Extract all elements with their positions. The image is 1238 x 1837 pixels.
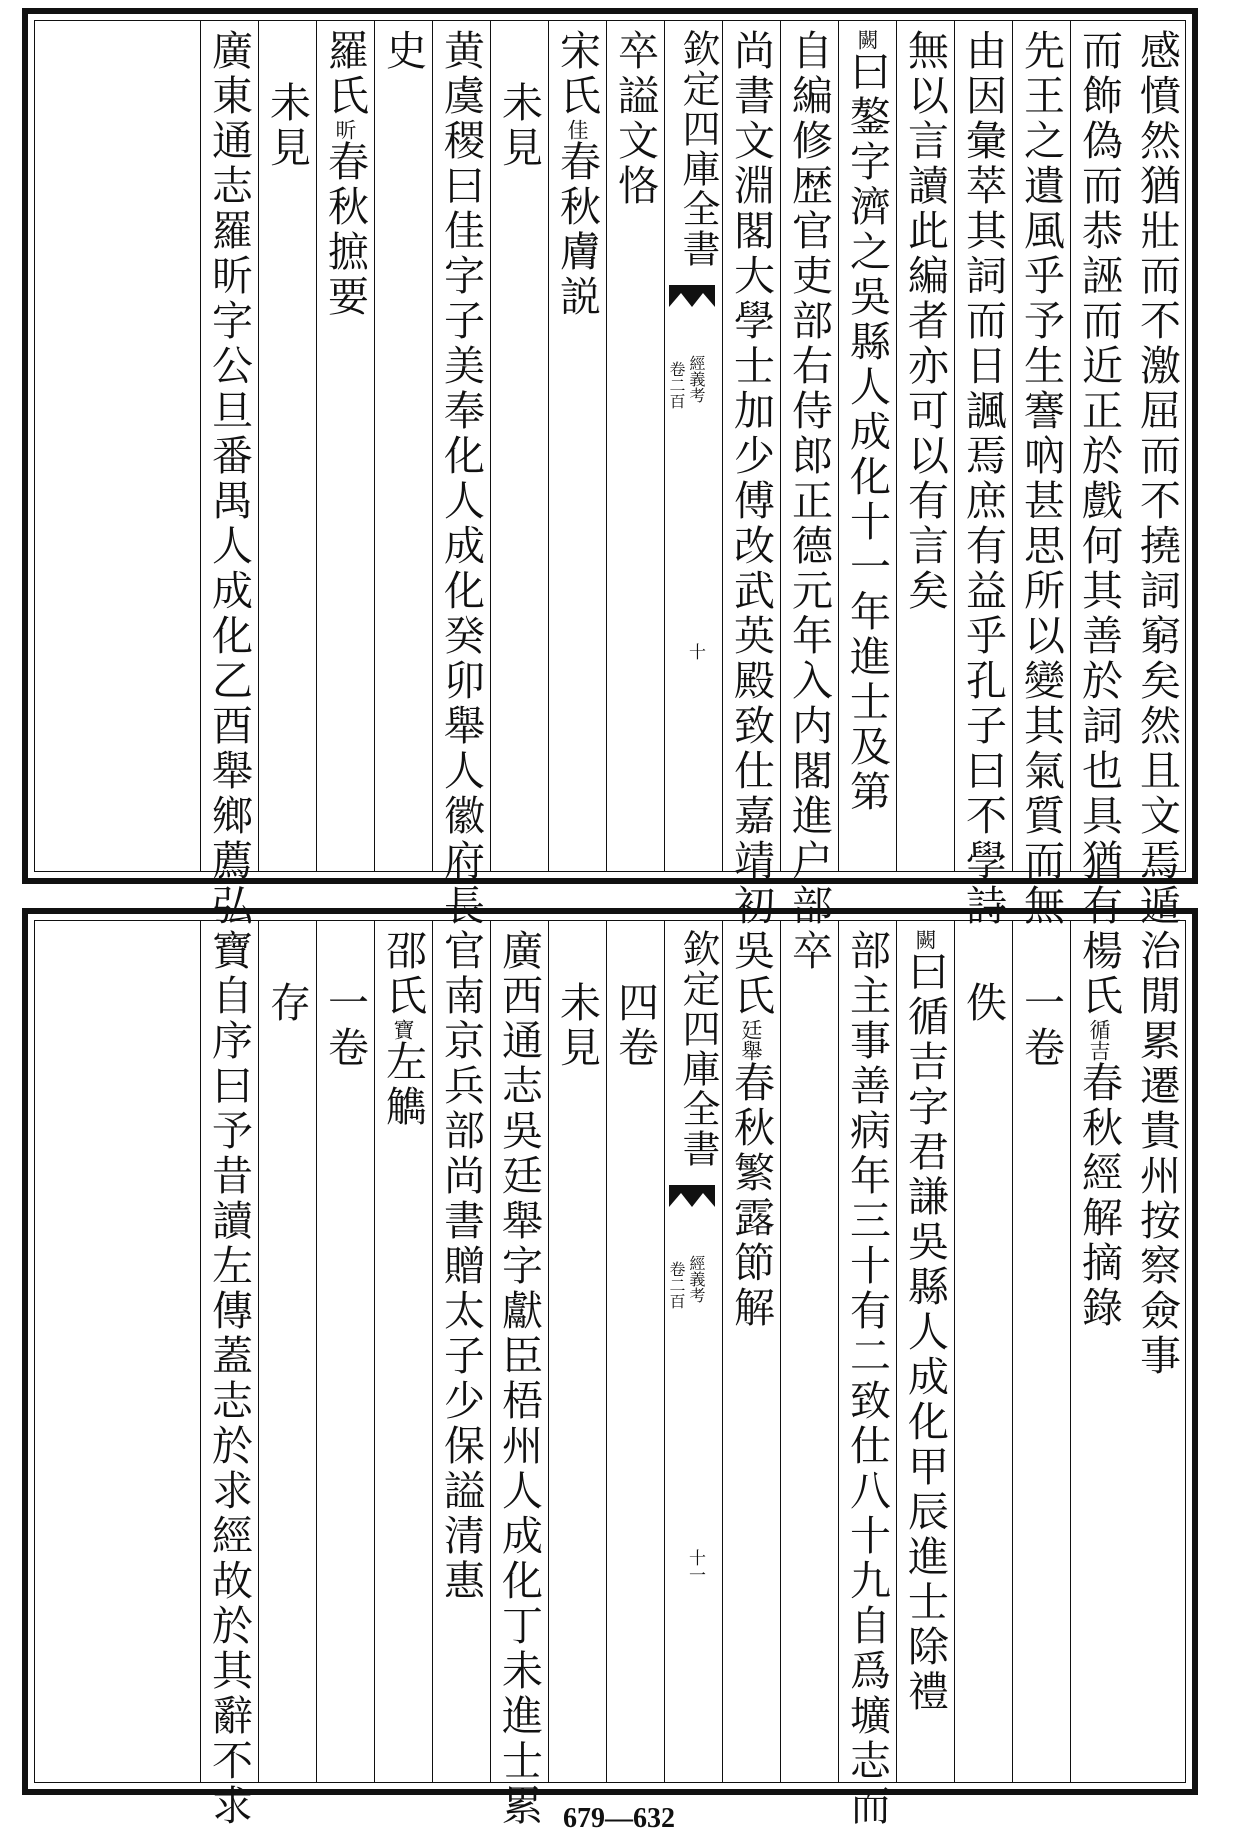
collection-title: 欽定四庫全書 [676,29,720,269]
fish-tail-mark [667,1183,717,1209]
text-column [432,921,489,1782]
column-text: 廣西通志吳廷舉字獻臣梧州人成化丁未進士累 [495,929,543,1829]
text-column [1129,21,1185,929]
column-body: 曰鏊字濟之吳縣人成化十一年進士及第 [843,50,891,815]
center-fold [664,21,721,871]
column-body: 宋氏 [553,29,601,119]
column-text: 佚 [959,981,1007,1026]
text-column [490,921,547,1829]
text-column [258,921,315,1782]
column-text: 而飾偽而恭誣而近正於戲何其善於詞也具猶有 [1075,29,1123,929]
text-column [896,21,953,871]
text-column [606,21,663,871]
column-text: 一卷 [321,981,369,1071]
book-title: 經義考 [687,1255,706,1303]
text-column [432,21,489,929]
column-text: 自編修歴官吏部右侍郎正德元年入内閣進户部 [785,29,833,929]
text-column [1129,921,1185,1782]
column-text [723,929,779,1782]
column-text: 廣東通志羅昕字公旦番禺人成化乙酉舉鄉薦弘 [205,29,253,929]
column-text: 一卷 [1017,981,1065,1071]
column-text: 存 [263,981,311,1026]
text-column [1012,21,1069,929]
text-column [316,921,373,1782]
column-note: 闕 [913,929,937,950]
column-text: 由因彙萃其詞而日諷焉庶有益乎孔子曰不學詩 [959,29,1007,929]
text-column [1070,21,1127,929]
text-column [954,21,1011,929]
column-text: 黄虞稷曰佳字子美奉化人成化癸卯舉人徽府長 [437,29,485,929]
volume-label: 卷二百 [667,1261,686,1309]
column-text: 卒 [785,929,833,974]
column-text: 寶自序曰予昔讀左傳蓋志於求經故於其辭不求 [205,929,253,1829]
column-text [1071,929,1127,1782]
top-page [22,8,1198,929]
fish-tail-mark [667,283,717,309]
column-text: 官南京兵部尚書贈太子少保謚清惠 [437,929,485,1604]
column-note: 闕 [855,29,879,50]
column-body: 羅氏 [321,29,369,119]
column-text: 史 [379,29,427,74]
column-text [375,929,431,1782]
column-text: 治閒累遷貴州按察僉事 [1133,929,1181,1379]
page-number: 十一 [685,1549,705,1583]
column-text: 卒謚文恪 [611,29,659,209]
column-text: 部主事善病年三十有二致仕八十九自爲壙志而 [843,929,891,1829]
text-column [1012,921,1069,1782]
text-column [548,921,605,1782]
column-text: 尚書文淵閣大學士加少傅改武英殿致仕嘉靖初 [727,29,775,929]
column-note: 廷舉 [739,1019,763,1061]
column-body: 左觹 [379,1040,427,1130]
column-text: 未見 [263,81,311,171]
text-column [954,921,1011,1782]
column-text: 無以言讀此編者亦可以有言矣 [901,29,949,614]
column-note: 循吉 [1087,1019,1111,1061]
text-column [780,21,837,929]
page-number: 十 [685,643,705,660]
text-column [722,21,779,929]
text-column [606,921,663,1782]
column-body: 吳氏 [727,929,775,1019]
column-text [897,929,953,1782]
column-text: 感憤然猶壯而不激屈而不撓詞窮矣然且文焉遁 [1133,29,1181,929]
column-text: 先王之遺風乎予生謇吶甚思所以變其氣質而無 [1017,29,1065,929]
text-column [316,21,373,871]
column-text [317,29,373,871]
column-body: 楊氏 [1075,929,1123,1019]
top-page-frame [34,20,1186,929]
book-title: 經義考 [687,355,706,403]
volume-label: 卷二百 [667,361,686,409]
column-text: 未見 [495,81,543,171]
column-text: 四卷 [611,981,659,1071]
text-column [722,921,779,1782]
column-note: 佳 [565,119,589,140]
column-text [549,29,605,871]
text-column [896,921,953,1782]
page-footer-number: 679—632 [563,1803,675,1834]
text-column [838,921,895,1829]
text-column [1070,921,1127,1782]
column-note: 寶 [391,1019,415,1040]
text-column [374,21,431,871]
column-body: 春秋繁露節解 [727,1061,775,1331]
center-fold [664,921,721,1782]
column-body: 曰循吉字君謙吳縣人成化甲辰進士除禮 [901,950,949,1715]
column-body: 邵氏 [379,929,427,1019]
text-column [258,21,315,871]
column-body: 春秋摭要 [321,140,369,320]
text-column [780,921,837,1782]
text-column [838,21,895,871]
column-text: 未見 [553,981,601,1071]
text-column [200,921,257,1829]
text-column [374,921,431,1782]
column-text [839,29,895,871]
collection-title: 欽定四庫全書 [676,929,720,1169]
column-body: 春秋膚説 [553,140,601,320]
text-column [200,21,257,929]
text-column [490,21,547,871]
column-body: 春秋經解摘錄 [1075,1061,1123,1331]
column-note: 昕 [333,119,357,140]
text-column [548,21,605,871]
